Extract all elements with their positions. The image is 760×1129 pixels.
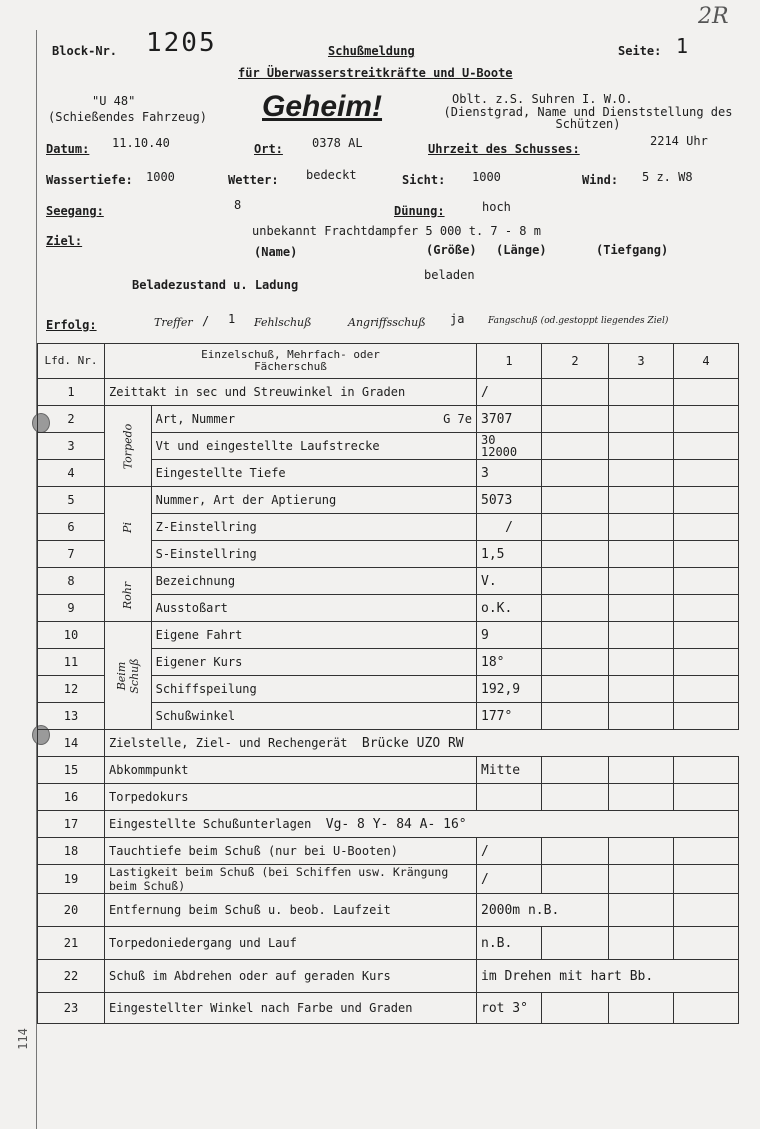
wind-value: 5 z. W8	[642, 170, 693, 184]
success-label: Erfolg:	[46, 318, 97, 332]
vessel-value: "U 48"	[92, 94, 136, 108]
row-label: Eingestellte Schußunterlagen Vg- 8 Y- 84 A- 16°	[105, 811, 739, 838]
row-value: im Drehen mit hart Bb.	[477, 960, 739, 993]
form-subtitle: für Überwasserstreitkräfte und U-Boote	[238, 66, 513, 80]
table-row	[38, 406, 739, 433]
group-beim-schuss: Beim Schuß	[105, 622, 152, 730]
row-number: 19	[38, 865, 105, 894]
row-number: 9	[38, 595, 105, 622]
row-value: 18°	[477, 649, 542, 676]
row-label: Eingestellter Winkel nach Farbe und Graden	[105, 993, 477, 1024]
row-number: 15	[38, 757, 105, 784]
table-row	[38, 784, 739, 811]
row-value: Brücke UZO RW	[361, 735, 464, 751]
row-label: S-Einstellring	[151, 541, 476, 568]
attack-value: ja	[450, 312, 465, 326]
row-number: 3	[38, 433, 105, 460]
row-value: 5073	[477, 487, 542, 514]
secret-stamp: Geheim!	[262, 90, 383, 123]
row-number: 12	[38, 676, 105, 703]
row-value: 177°	[477, 703, 542, 730]
row-value: 30 12000	[477, 433, 542, 460]
row-number: 8	[38, 568, 105, 595]
table-row	[38, 730, 739, 757]
col-shot-2: 2	[542, 344, 609, 379]
corner-mark: 2R	[698, 4, 729, 29]
row-value: 1,5	[477, 541, 542, 568]
depth-label: Wassertiefe:	[46, 173, 133, 187]
row-number: 21	[38, 927, 105, 960]
sea-value: 8	[234, 198, 242, 212]
row-label: Eigener Kurs	[151, 649, 476, 676]
row-number: 20	[38, 894, 105, 927]
row-value: /	[477, 379, 542, 406]
row-number: 5	[38, 487, 105, 514]
target-value: unbekannt Frachtdampfer 5 000 t. 7 - 8 m	[252, 224, 541, 238]
weather-value: bedeckt	[306, 168, 357, 182]
row-number: 11	[38, 649, 105, 676]
group-pi: Pi	[105, 487, 152, 568]
row-label: Abkommpunkt	[105, 757, 477, 784]
table-row	[38, 960, 739, 993]
row-value: /	[477, 514, 542, 541]
row-number: 14	[38, 730, 105, 757]
torpedo-type: G 7e	[443, 412, 472, 426]
table-row	[38, 487, 739, 514]
date-label: Datum:	[46, 142, 90, 156]
table-row	[38, 379, 739, 406]
hit-value: /	[202, 314, 210, 328]
hit-label: Treffer	[154, 316, 193, 329]
row-label: Schußwinkel	[151, 703, 476, 730]
row-number: 10	[38, 622, 105, 649]
margin-note: 114	[15, 1028, 30, 1050]
visibility-value: 1000	[472, 170, 501, 184]
block-label: Block-Nr.	[52, 44, 118, 58]
row-value: 3	[477, 460, 542, 487]
row-number: 1	[38, 379, 105, 406]
row-value: 2000m n.B.	[477, 894, 609, 927]
miss-value: 1	[228, 312, 236, 326]
row-number: 2	[38, 406, 105, 433]
table-header-row	[38, 344, 739, 379]
col-shot-4: 4	[674, 344, 739, 379]
row-label: Nummer, Art der Aptierung	[151, 487, 476, 514]
row-value: n.B.	[477, 927, 542, 960]
row-number: 17	[38, 811, 105, 838]
table-row	[38, 927, 739, 960]
wind-label: Wind:	[582, 173, 619, 187]
row-label: Bezeichnung	[151, 568, 476, 595]
cargo-label: Beladezustand u. Ladung	[132, 278, 299, 292]
page-label: Seite:	[618, 44, 662, 58]
date-value: 11.10.40	[112, 136, 170, 150]
target-sub-draft: (Tiefgang)	[596, 243, 669, 257]
row-number: 6	[38, 514, 105, 541]
swell-label: Dünung:	[394, 204, 445, 218]
catch-label: Fangschuß (od.gestoppt liegendes Ziel)	[488, 316, 669, 326]
sea-label: Seegang:	[46, 204, 104, 218]
row-label: Schuß im Abdrehen oder auf geraden Kurs	[105, 960, 477, 993]
row-label: Schiffspeilung	[151, 676, 476, 703]
table-row	[38, 993, 739, 1024]
miss-label: Fehlschuß	[254, 316, 312, 329]
row-label: Zeittakt in sec und Streuwinkel in Graden	[105, 379, 477, 406]
row-number: 22	[38, 960, 105, 993]
table-row	[38, 894, 739, 927]
row-label: Torpedoniedergang und Lauf	[105, 927, 477, 960]
col-shot-3: 3	[609, 344, 674, 379]
row-label: Art, Nummer G 7e	[151, 406, 476, 433]
row-label: Eigene Fahrt	[151, 622, 476, 649]
row-value: rot 3°	[477, 993, 542, 1024]
block-number: 1205	[146, 28, 217, 58]
row-label: Lastigkeit beim Schuß (bei Schiffen usw. Krängung beim Schuß)	[105, 865, 477, 894]
row-label: Entfernung beim Schuß u. beob. Laufzeit	[105, 894, 477, 927]
time-label: Uhrzeit des Schusses:	[428, 142, 580, 156]
table-row	[38, 622, 739, 649]
row-label: Ausstoßart	[151, 595, 476, 622]
target-sub-length: (Länge)	[496, 243, 547, 257]
row-number: 16	[38, 784, 105, 811]
row-label: Z-Einstellring	[151, 514, 476, 541]
officer-value: Oblt. z.S. Suhren I. W.O.	[452, 92, 633, 106]
row-label: Torpedokurs	[105, 784, 477, 811]
col-num-header: Lfd. Nr.	[38, 344, 105, 379]
table-row	[38, 811, 739, 838]
row-number: 18	[38, 838, 105, 865]
row-label: Eingestellte Tiefe	[151, 460, 476, 487]
row-value: 9	[477, 622, 542, 649]
group-rohr: Rohr	[105, 568, 152, 622]
row-value: /	[477, 865, 542, 894]
table-row	[38, 568, 739, 595]
group-torpedo: Torpedo	[105, 406, 152, 487]
row-label: Vt und eingestellte Laufstrecke	[151, 433, 476, 460]
table-row	[38, 838, 739, 865]
row-label: Tauchtiefe beim Schuß (nur bei U-Booten)	[105, 838, 477, 865]
row-label: Zielstelle, Ziel- und Rechengerät Brücke UZO RW	[105, 730, 739, 757]
attack-label: Angriffsschuß	[348, 316, 426, 329]
page-number: 1	[676, 34, 691, 58]
weather-label: Wetter:	[228, 173, 279, 187]
officer-label: (Dienstgrad, Name und Dienststellung des Schützen)	[443, 105, 733, 131]
row-value: 3707	[477, 406, 542, 433]
table-row	[38, 757, 739, 784]
target-sub-size: (Größe)	[426, 243, 477, 257]
cargo-value: beladen	[424, 268, 475, 282]
time-value: 2214 Uhr	[650, 134, 708, 148]
row-value: 192,9	[477, 676, 542, 703]
row-value: Mitte	[477, 757, 542, 784]
row-value	[477, 784, 542, 811]
row-value: V.	[477, 568, 542, 595]
depth-value: 1000	[146, 170, 175, 184]
row-number: 4	[38, 460, 105, 487]
col-shot-1: 1	[477, 344, 542, 379]
row-value: /	[477, 838, 542, 865]
target-label: Ziel:	[46, 234, 83, 248]
row-value: Vg- 8 Y- 84 A- 16°	[325, 816, 467, 832]
vessel-label: (Schießendes Fahrzeug)	[48, 110, 207, 124]
swell-value: hoch	[482, 200, 511, 214]
form-title: Schußmeldung	[328, 44, 415, 58]
visibility-label: Sicht:	[402, 173, 446, 187]
row-number: 23	[38, 993, 105, 1024]
target-sub-name: (Name)	[254, 245, 298, 259]
row-number: 13	[38, 703, 105, 730]
table-row	[38, 865, 739, 894]
row-value: o.K.	[477, 595, 542, 622]
row-number: 7	[38, 541, 105, 568]
shot-report-table	[37, 343, 739, 1024]
place-value: 0378 AL	[312, 136, 363, 150]
place-label: Ort:	[254, 142, 283, 156]
col-label-header: Einzelschuß, Mehrfach- oder Fächerschuß	[105, 344, 477, 379]
